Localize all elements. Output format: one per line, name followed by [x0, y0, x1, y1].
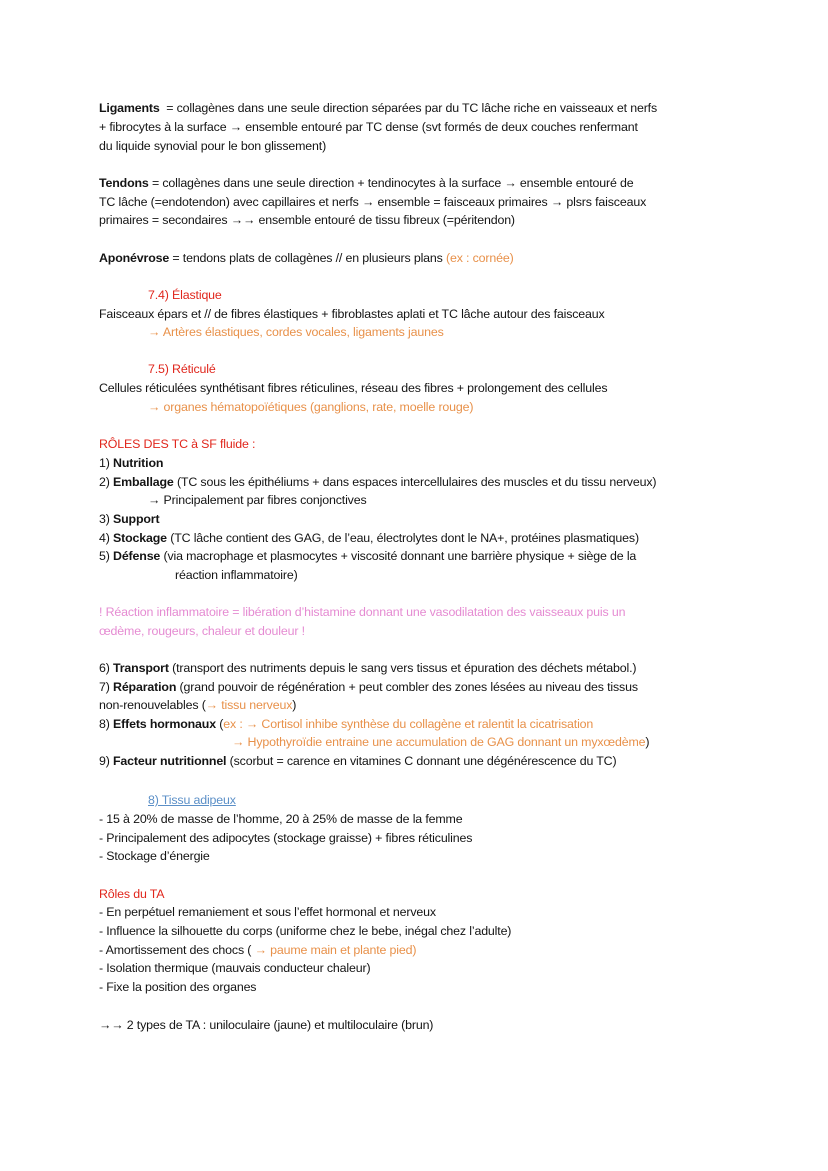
elastique-text: Faisceaux épars et // de fibres élastiques + fibroblastes aplati et TC lâche autour des faisceaux [99, 307, 605, 321]
reticule-example: → organes hématopoïétiques (ganglions, rate, moelle rouge) [148, 400, 474, 414]
role-item: 1) Nutrition [99, 456, 164, 470]
role-item: 8) Effets hormonaux (ex : → Cortisol inhibe synthèse du collagène et ralentit la cicatrisation [99, 717, 594, 731]
role-item-sub: → Principalement par fibres conjonctives [148, 493, 367, 507]
ligaments-term: Ligaments [99, 101, 160, 115]
text: = collagènes dans une seule direction + tendinocytes à la surface → ensemble entouré de [148, 176, 634, 190]
ligaments-line-1 [99, 99, 657, 117]
bullet-item: - Isolation thermique (mauvais conducteur chaleur) [99, 961, 371, 975]
bullet-item: - Principalement des adipocytes (stockage graisse) + fibres réticulines [99, 831, 473, 845]
conclusion: →→ 2 types de TA : uniloculaire (jaune) et multiloculaire (brun) [99, 1018, 434, 1032]
role-item: 6) Transport (transport des nutriments depuis le sang vers tissus et épuration des déchets métabol.) [99, 661, 637, 675]
inflammation-note-line-2: œdème, rougeurs, chaleur et douleur ! [99, 624, 305, 638]
role-item: 9) Facteur nutritionnel (scorbut = carence en vitamines C donnant une dégénérescence du TC) [99, 754, 617, 768]
bullet-item: - Stockage d’énergie [99, 849, 210, 863]
tendons-line-3: primaires = secondaires →→ ensemble entouré de tissu fibreux (=péritendon) [99, 213, 515, 227]
ligaments-line-2: + fibrocytes à la surface → ensemble entouré par TC dense (svt formés de deux couches renfermant [99, 120, 638, 134]
inflammation-note-line-1: ! Réaction inflammatoire = libération d’histamine donnant une vasodilatation des vaisseaux puis un [99, 605, 626, 619]
bullet-item: - 15 à 20% de masse de l’homme, 20 à 25% de masse de la femme [99, 812, 463, 826]
bullet-item: - Influence la silhouette du corps (uniforme chez le bebe, inégal chez l’adulte) [99, 924, 512, 938]
role-item: 7) Réparation (grand pouvoir de régénération + peut combler des zones lésées au niveau des tissus [99, 680, 638, 694]
aponevrose-line [99, 249, 514, 267]
heading-reticule: 7.5) Réticulé [148, 362, 216, 376]
role-item-cont: non-renouvelables (→ tissu nerveux) [99, 698, 297, 712]
ligaments-line-3: du liquide synovial pour le bon glissement) [99, 139, 327, 153]
heading-roles-ta: Rôles du TA [99, 887, 165, 901]
role-item: 3) Support [99, 512, 160, 526]
bullet-item: - Fixe la position des organes [99, 980, 257, 994]
heading-roles-tc: RÔLES DES TC à SF fluide : [99, 437, 256, 451]
example: (ex : cornée) [446, 251, 514, 265]
text: = collagènes dans une seule direction séparées par du TC lâche riche en vaisseaux et nerfs [162, 101, 658, 115]
role-item: 2) Emballage (TC sous les épithéliums + dans espaces intercellulaires des muscles et du tissu nerveux) [99, 475, 657, 489]
bullet-item: - Amortissement des chocs ( → paume main et plante pied) [99, 943, 417, 957]
role-item-cont: réaction inflammatoire) [175, 568, 298, 582]
text: = tendons plats de collagènes // en plusieurs plans [169, 251, 446, 265]
role-item: 5) Défense (via macrophage et plasmocytes + viscosité donnant une barrière physique + siège de la [99, 549, 637, 563]
heading-elastique: 7.4) Élastique [148, 288, 222, 302]
role-item-cont: → Hypothyroïdie entraine une accumulation de GAG donnant un myxœdème) [232, 735, 650, 749]
tendons-line-2: TC lâche (=endotendon) avec capillaires et nerfs → ensemble = faisceaux primaires → plsrs faisceaux [99, 195, 647, 209]
role-item: 4) Stockage (TC lâche contient des GAG, de l’eau, électrolytes dont le NA+, protéines plasmatiques) [99, 531, 639, 545]
tendons-term: Tendons [99, 176, 149, 190]
elastique-example: → Artères élastiques, cordes vocales, ligaments jaunes [148, 325, 444, 339]
aponevrose-term: Aponévrose [99, 251, 170, 265]
bullet-item: - En perpétuel remaniement et sous l’effet hormonal et nerveux [99, 905, 436, 919]
reticule-text: Cellules réticulées synthétisant fibres réticulines, réseau des fibres + prolongement des cellules [99, 381, 608, 395]
tendons-line-1 [99, 174, 633, 192]
heading-tissu-adipeux[interactable]: 8) Tissu adipeux [148, 793, 236, 807]
